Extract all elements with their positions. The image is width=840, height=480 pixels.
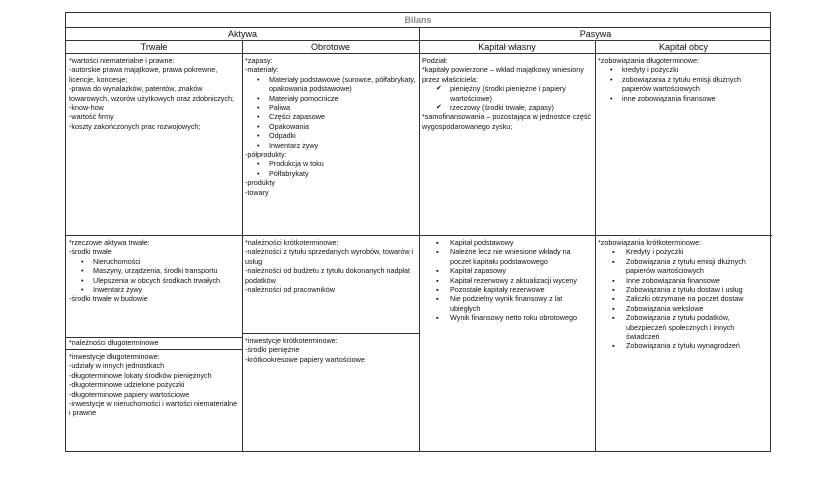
text-line: -należności od pracowników	[245, 285, 335, 295]
list-item: • Produkcja w toku	[245, 159, 416, 168]
list-item: • Materiały pomocnicze	[245, 94, 416, 103]
srodki-trwale-list	[69, 257, 239, 295]
cell-naleznosci-dlugoterminowe	[66, 337, 242, 349]
header-trwale: Trwałe	[140, 42, 168, 52]
text-line: -wartość firmy	[69, 112, 114, 122]
text-line: *kapitały powierzone – wkład majątkowy wniesiony przez właściciela:	[422, 65, 584, 84]
text-line: *należności krótkoterminowe:	[245, 238, 339, 247]
list-item: • Półfabrykaty	[245, 169, 416, 178]
kapital-wlasny-list	[422, 238, 592, 323]
balance-sheet-table	[65, 12, 771, 452]
text-line: *zapasy:	[245, 56, 273, 65]
list-item: • Inwentarz żywy	[245, 141, 416, 150]
cell-zobowiazania-dlugoterminowe	[595, 54, 772, 105]
cell-zobowiazania-krotkoterminowe	[595, 236, 772, 353]
header-kapital-wlasny: Kapitał własny	[478, 42, 536, 52]
text-line: *zobowiązania długoterminowe:	[598, 56, 700, 65]
text-line: *inwestycje krótkoterminowe:	[245, 336, 338, 345]
text-line: *należności długoterminowe	[69, 338, 159, 347]
text-line: -środki trwałe w budowie	[69, 294, 148, 304]
text-line: -autorskie prawa majątkowe, prawa pokrewne, licencje, koncesje;	[69, 65, 218, 84]
list-item: ▪ Kapitał rezerwowy z aktualizacji wyceny	[422, 276, 592, 285]
list-item: ▪ Zobowiązania z tytułu dostaw i usług	[598, 285, 769, 294]
list-item: ▪ Zobowiązania z tytułu emisji dłużnych papierów wartościowych	[598, 257, 769, 276]
cell-kapitaly-wlasne-skladniki	[419, 236, 595, 325]
list-item: ▪ Zobowiązania z tytułu wynagrodzeń	[598, 341, 769, 350]
list-item: • Materiały podstawowe (surowce, półfabrykaty, opakowania podstawowe)	[245, 75, 416, 94]
list-item: ▪ Zaliczki otrzymane na poczet dostaw	[598, 294, 769, 303]
header-pasywa: Pasywa	[579, 29, 612, 39]
text-line: -inwestycje w nieruchomości i wartości niematerialne i prawne	[69, 399, 238, 418]
list-item: • kredyty i pożyczki	[598, 65, 769, 74]
list-item: • Paliwa	[245, 103, 416, 112]
zobowiazania-dlugo-list	[598, 65, 769, 103]
header-aktywa: Aktywa	[227, 29, 257, 39]
text-line: -długoterminowe udzielone pożyczki	[69, 380, 185, 390]
list-item: ▪ Pozostałe kapitały rezerwowe	[422, 285, 592, 294]
text-line: -długoterminowe papiery wartościowe	[69, 389, 190, 399]
header-row-columns	[66, 41, 770, 54]
text-line: -należności z tytułu sprzedanych wyrobów, towarów i usług	[245, 247, 414, 266]
header-obrotowe: Obrotowe	[310, 42, 351, 52]
list-item: ✔ rzeczowy (środki trwałe, zapasy)	[422, 103, 592, 112]
text-line: Podział:	[422, 56, 448, 65]
text-line: -środki trwałe	[69, 247, 112, 257]
text-line: -know-how	[69, 103, 104, 113]
list-item: ▪ Nie podzielny wynik finansowy z lat ubiegłych	[422, 294, 592, 313]
text-line: -należności od budżetu z tytułu dokonanych nadpłat podatków	[245, 266, 411, 285]
list-item: • Części zapasowe	[245, 112, 416, 121]
text-line: *inwestycje długoterminowe:	[69, 352, 160, 361]
materialy-list	[245, 75, 416, 150]
text-line: -krótkookresowe papiery wartościowe	[245, 354, 365, 364]
list-item: ▪ Należne lecz nie wniesione wkłady na poczet kapitału podstawowego	[422, 247, 592, 266]
text-line: *rzeczowe aktywa trwałe:	[69, 238, 150, 247]
kapitaly-check-list	[422, 84, 592, 112]
text-line: -prawa do wynalazków, patentów, znaków towarowych, wzorów użytkowych oraz zdobniczych;	[69, 84, 234, 103]
text-line: -towary	[245, 187, 269, 197]
list-item: ▪ Kapitał zapasowy	[422, 266, 592, 275]
list-item: • Maszyny, urządzenia, środki transportu	[69, 266, 239, 275]
list-item: ▪ Kredyty i pożyczki	[598, 247, 769, 256]
list-item: ▪ Wynik finansowy netto roku obrotowego	[422, 313, 592, 322]
text-line: -długoterminowe lokaty środków pieniężnych	[69, 370, 212, 380]
list-item: ▪ Zobowiązania wekslowe	[598, 304, 769, 313]
text-line: -półprodukty:	[245, 150, 287, 160]
cell-wartosci-niematerialne	[66, 54, 242, 133]
list-item: ▪ Inne zobowiązania finansowe	[598, 276, 769, 285]
header-row-sides	[66, 28, 770, 41]
table-title: Bilans	[66, 13, 770, 28]
text-line: *zobowiązania krótkoterminowe:	[598, 238, 702, 247]
text-line: -produkty	[245, 178, 275, 188]
list-item: • Odpadki	[245, 131, 416, 140]
list-item: • zobowiązania z tytułu emisji dłużnych papierów wartościowych	[598, 75, 769, 94]
list-item: ▪ Kapitał podstawowy	[422, 238, 592, 247]
cell-inwestycje-krotkoterminowe	[242, 334, 419, 366]
text-line: -udziały w innych jednostkach	[69, 361, 165, 371]
text-line: -materiały:	[245, 65, 279, 75]
cell-naleznosci-krotkoterminowe	[242, 236, 419, 296]
list-item: • Inwentarz żywy	[69, 285, 239, 294]
text-line: -koszty zakończonych prac rozwojowych;	[69, 121, 201, 131]
text-line: *wartości niematerialne i prawne:	[69, 56, 175, 65]
text-line: *samofinansowania – pozostająca w jednostce część wygospodarowanego zysku;	[422, 112, 592, 131]
text-line: -środki pieniężne	[245, 345, 300, 355]
header-kapital-obcy: Kapitał obcy	[658, 42, 709, 52]
list-item: ▪ Zobowiązania z tytułu podatków, ubezpieczeń społecznych i innych świadczeń	[598, 313, 769, 341]
zobowiazania-krotko-list	[598, 247, 769, 350]
list-item: • Nieruchomości	[69, 257, 239, 266]
cell-zapasy	[242, 54, 419, 199]
list-item: • Ulepszenia w obcych środkach trwałych	[69, 276, 239, 285]
list-item: • inne zobowiązania finansowe	[598, 94, 769, 103]
cell-inwestycje-dlugoterminowe	[66, 350, 242, 420]
list-item: ✔ pieniężny (środki pieniężne i papiery wartościowe)	[422, 84, 592, 103]
cell-kapitaly-powierzone	[419, 54, 595, 133]
list-item: • Opakowania	[245, 122, 416, 131]
cell-rzeczowe-aktywa	[66, 236, 242, 306]
polprodukty-list	[245, 159, 416, 178]
